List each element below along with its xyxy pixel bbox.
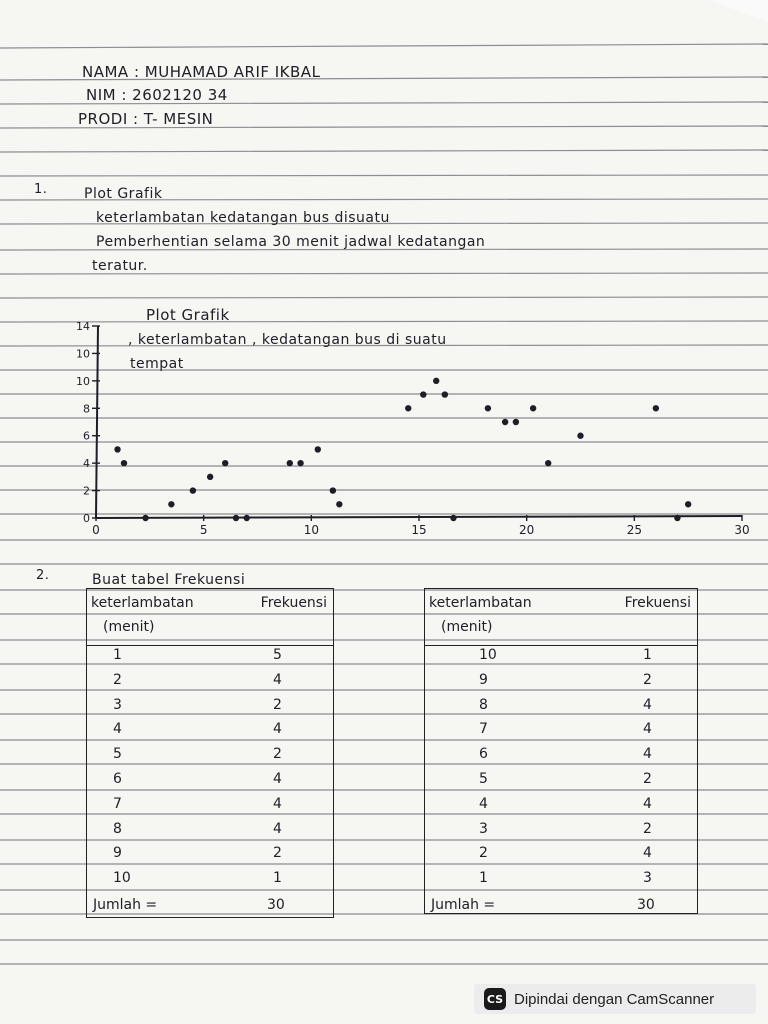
scatter-point: [315, 446, 321, 452]
scatter-point: [222, 460, 228, 466]
y-axis: [96, 326, 98, 518]
section-2-number: 2.: [36, 568, 50, 583]
scatter-point: [114, 446, 120, 452]
scatter-point: [142, 515, 148, 521]
y-tick-label: 4: [83, 457, 90, 471]
total-value: 30: [267, 897, 285, 913]
table-row: [425, 868, 697, 892]
frequency-value: 4: [643, 795, 652, 812]
scatter-point: [287, 460, 293, 466]
col-delay-unit: (menit): [441, 619, 493, 635]
frequency-value: 5: [273, 647, 282, 663]
scatter-point: [297, 460, 303, 466]
student-nim: NIM : 2602120 34: [86, 86, 228, 104]
delay-value: 2: [113, 671, 122, 688]
camscanner-badge: [474, 984, 756, 1014]
frequency-value: 4: [273, 771, 282, 787]
scatter-point: [168, 501, 174, 507]
table-row: [87, 645, 333, 669]
delay-value: 9: [479, 671, 488, 688]
scatter-point: [336, 501, 342, 507]
delay-value: 6: [479, 746, 488, 763]
col-frequency-header: Frekuensi: [624, 595, 691, 611]
frequency-value: 2: [643, 671, 652, 688]
delay-value: 1: [113, 647, 122, 663]
frequency-table-right: [424, 588, 698, 914]
delay-value: 8: [479, 696, 488, 713]
section-1-number: 1.: [34, 182, 48, 197]
scatter-point: [405, 405, 411, 411]
delay-value: 7: [479, 721, 488, 738]
y-tick-label: 0: [83, 512, 90, 525]
section-1-heading: Plot Grafik: [84, 186, 163, 202]
table-row: [87, 843, 333, 867]
chart-title-line1: Plot Grafik: [146, 306, 230, 324]
y-tick-label: 8: [83, 402, 90, 416]
table-row: [87, 769, 333, 793]
frequency-value: 4: [643, 721, 652, 738]
table-row: [425, 645, 697, 669]
delay-value: 1: [479, 870, 488, 887]
col-delay-header: keterlambatan: [429, 595, 532, 611]
scatter-point: [674, 515, 680, 521]
table-row: [425, 719, 697, 743]
delay-value: 10: [113, 870, 131, 887]
scatter-point: [450, 515, 456, 521]
frequency-value: 4: [273, 795, 282, 812]
delay-value: 5: [479, 771, 488, 787]
section-1-desc-line3: teratur.: [92, 258, 148, 274]
y-tick-label: 10: [76, 347, 90, 361]
table-row: [425, 744, 697, 768]
scatter-point: [330, 487, 336, 493]
delay-value: 9: [113, 845, 122, 862]
table-row: [425, 769, 697, 793]
table-row: [425, 794, 697, 818]
table-row: [87, 794, 333, 818]
table-row: [425, 819, 697, 843]
frequency-value: 4: [643, 746, 652, 763]
scatter-point: [502, 419, 508, 425]
scatter-point: [513, 419, 519, 425]
chart-title-line2: , keterlambatan , kedatangan bus di suatu: [128, 332, 447, 348]
table-row: [425, 670, 697, 694]
delay-value: 4: [479, 795, 488, 812]
frequency-value: 3: [643, 870, 652, 887]
x-tick-label: 5: [199, 523, 208, 537]
page-corner: [708, 0, 768, 22]
table-row: [425, 695, 697, 719]
frequency-value: 4: [273, 721, 282, 738]
scatter-point: [442, 391, 448, 397]
scatter-chart: [0, 300, 768, 540]
total-row: [425, 895, 697, 919]
x-tick-label: 30: [734, 523, 750, 537]
scatter-point: [433, 378, 439, 384]
total-row: [87, 895, 333, 919]
col-delay-header: keterlambatan: [91, 595, 194, 611]
camscanner-text: Dipindai dengan CamScanner: [514, 990, 715, 1008]
scatter-point: [121, 460, 127, 466]
delay-value: 3: [113, 696, 122, 713]
frequency-value: 2: [643, 820, 652, 837]
frequency-value: 2: [273, 746, 282, 763]
table-header: [87, 589, 333, 646]
camscanner-logo: CS: [484, 988, 506, 1010]
student-prodi: PRODI : T- MESIN: [78, 110, 214, 128]
y-tick-label: 10: [76, 374, 90, 388]
scatter-point: [530, 405, 536, 411]
frequency-value: 2: [643, 771, 652, 787]
x-tick-label: 15: [411, 523, 427, 537]
scatter-point: [545, 460, 551, 466]
table-header: [425, 589, 697, 646]
total-label: Jumlah =: [431, 897, 496, 913]
x-tick-label: 10: [303, 523, 319, 537]
scatter-point: [485, 405, 491, 411]
frequency-value: 4: [273, 820, 282, 837]
delay-value: 3: [479, 820, 488, 837]
delay-value: 4: [113, 721, 122, 738]
student-name: NAMA : MUHAMAD ARIF IKBAL: [82, 63, 321, 81]
table-row: [87, 670, 333, 694]
col-frequency-header: Frekuensi: [260, 595, 327, 611]
section-1-desc-line1: keterlambatan kedatangan bus disuatu: [96, 210, 390, 226]
frequency-value: 1: [273, 870, 282, 887]
frequency-value: 1: [643, 647, 652, 663]
scatter-point: [207, 474, 213, 480]
scatter-point: [420, 391, 426, 397]
delay-value: 10: [479, 647, 497, 663]
x-tick-label: 0: [92, 523, 100, 537]
frequency-value: 2: [273, 696, 282, 713]
scatter-point: [244, 515, 250, 521]
frequency-value: 4: [273, 671, 282, 688]
chart-title-line3: tempat: [130, 356, 184, 372]
x-tick-label: 20: [519, 523, 535, 537]
y-tick-label: 14: [76, 320, 90, 333]
col-delay-unit: (menit): [103, 619, 155, 635]
delay-value: 6: [113, 771, 122, 787]
y-tick-label: 6: [83, 429, 90, 443]
delay-value: 7: [113, 795, 122, 812]
frequency-value: 4: [643, 696, 652, 713]
table-row: [87, 719, 333, 743]
frequency-value: 4: [643, 845, 652, 862]
table-row: [425, 843, 697, 867]
table-row: [87, 819, 333, 843]
section-2-heading: Buat tabel Frekuensi: [92, 572, 246, 588]
delay-value: 5: [113, 746, 122, 763]
table-row: [87, 744, 333, 768]
table-row: [87, 868, 333, 892]
frequency-table-left: [86, 588, 334, 918]
scatter-point: [577, 433, 583, 439]
y-tick-label: 2: [83, 484, 90, 498]
frequency-value: 2: [273, 845, 282, 862]
scatter-point: [685, 501, 691, 507]
delay-value: 2: [479, 845, 488, 862]
table-row: [87, 695, 333, 719]
scatter-point: [190, 487, 196, 493]
section-1-desc-line2: Pemberhentian selama 30 menit jadwal kedatangan: [96, 234, 486, 250]
scatter-point: [653, 405, 659, 411]
scatter-point: [233, 515, 239, 521]
total-value: 30: [637, 897, 655, 913]
delay-value: 8: [113, 820, 122, 837]
x-tick-label: 25: [626, 523, 642, 537]
total-label: Jumlah =: [93, 897, 158, 913]
